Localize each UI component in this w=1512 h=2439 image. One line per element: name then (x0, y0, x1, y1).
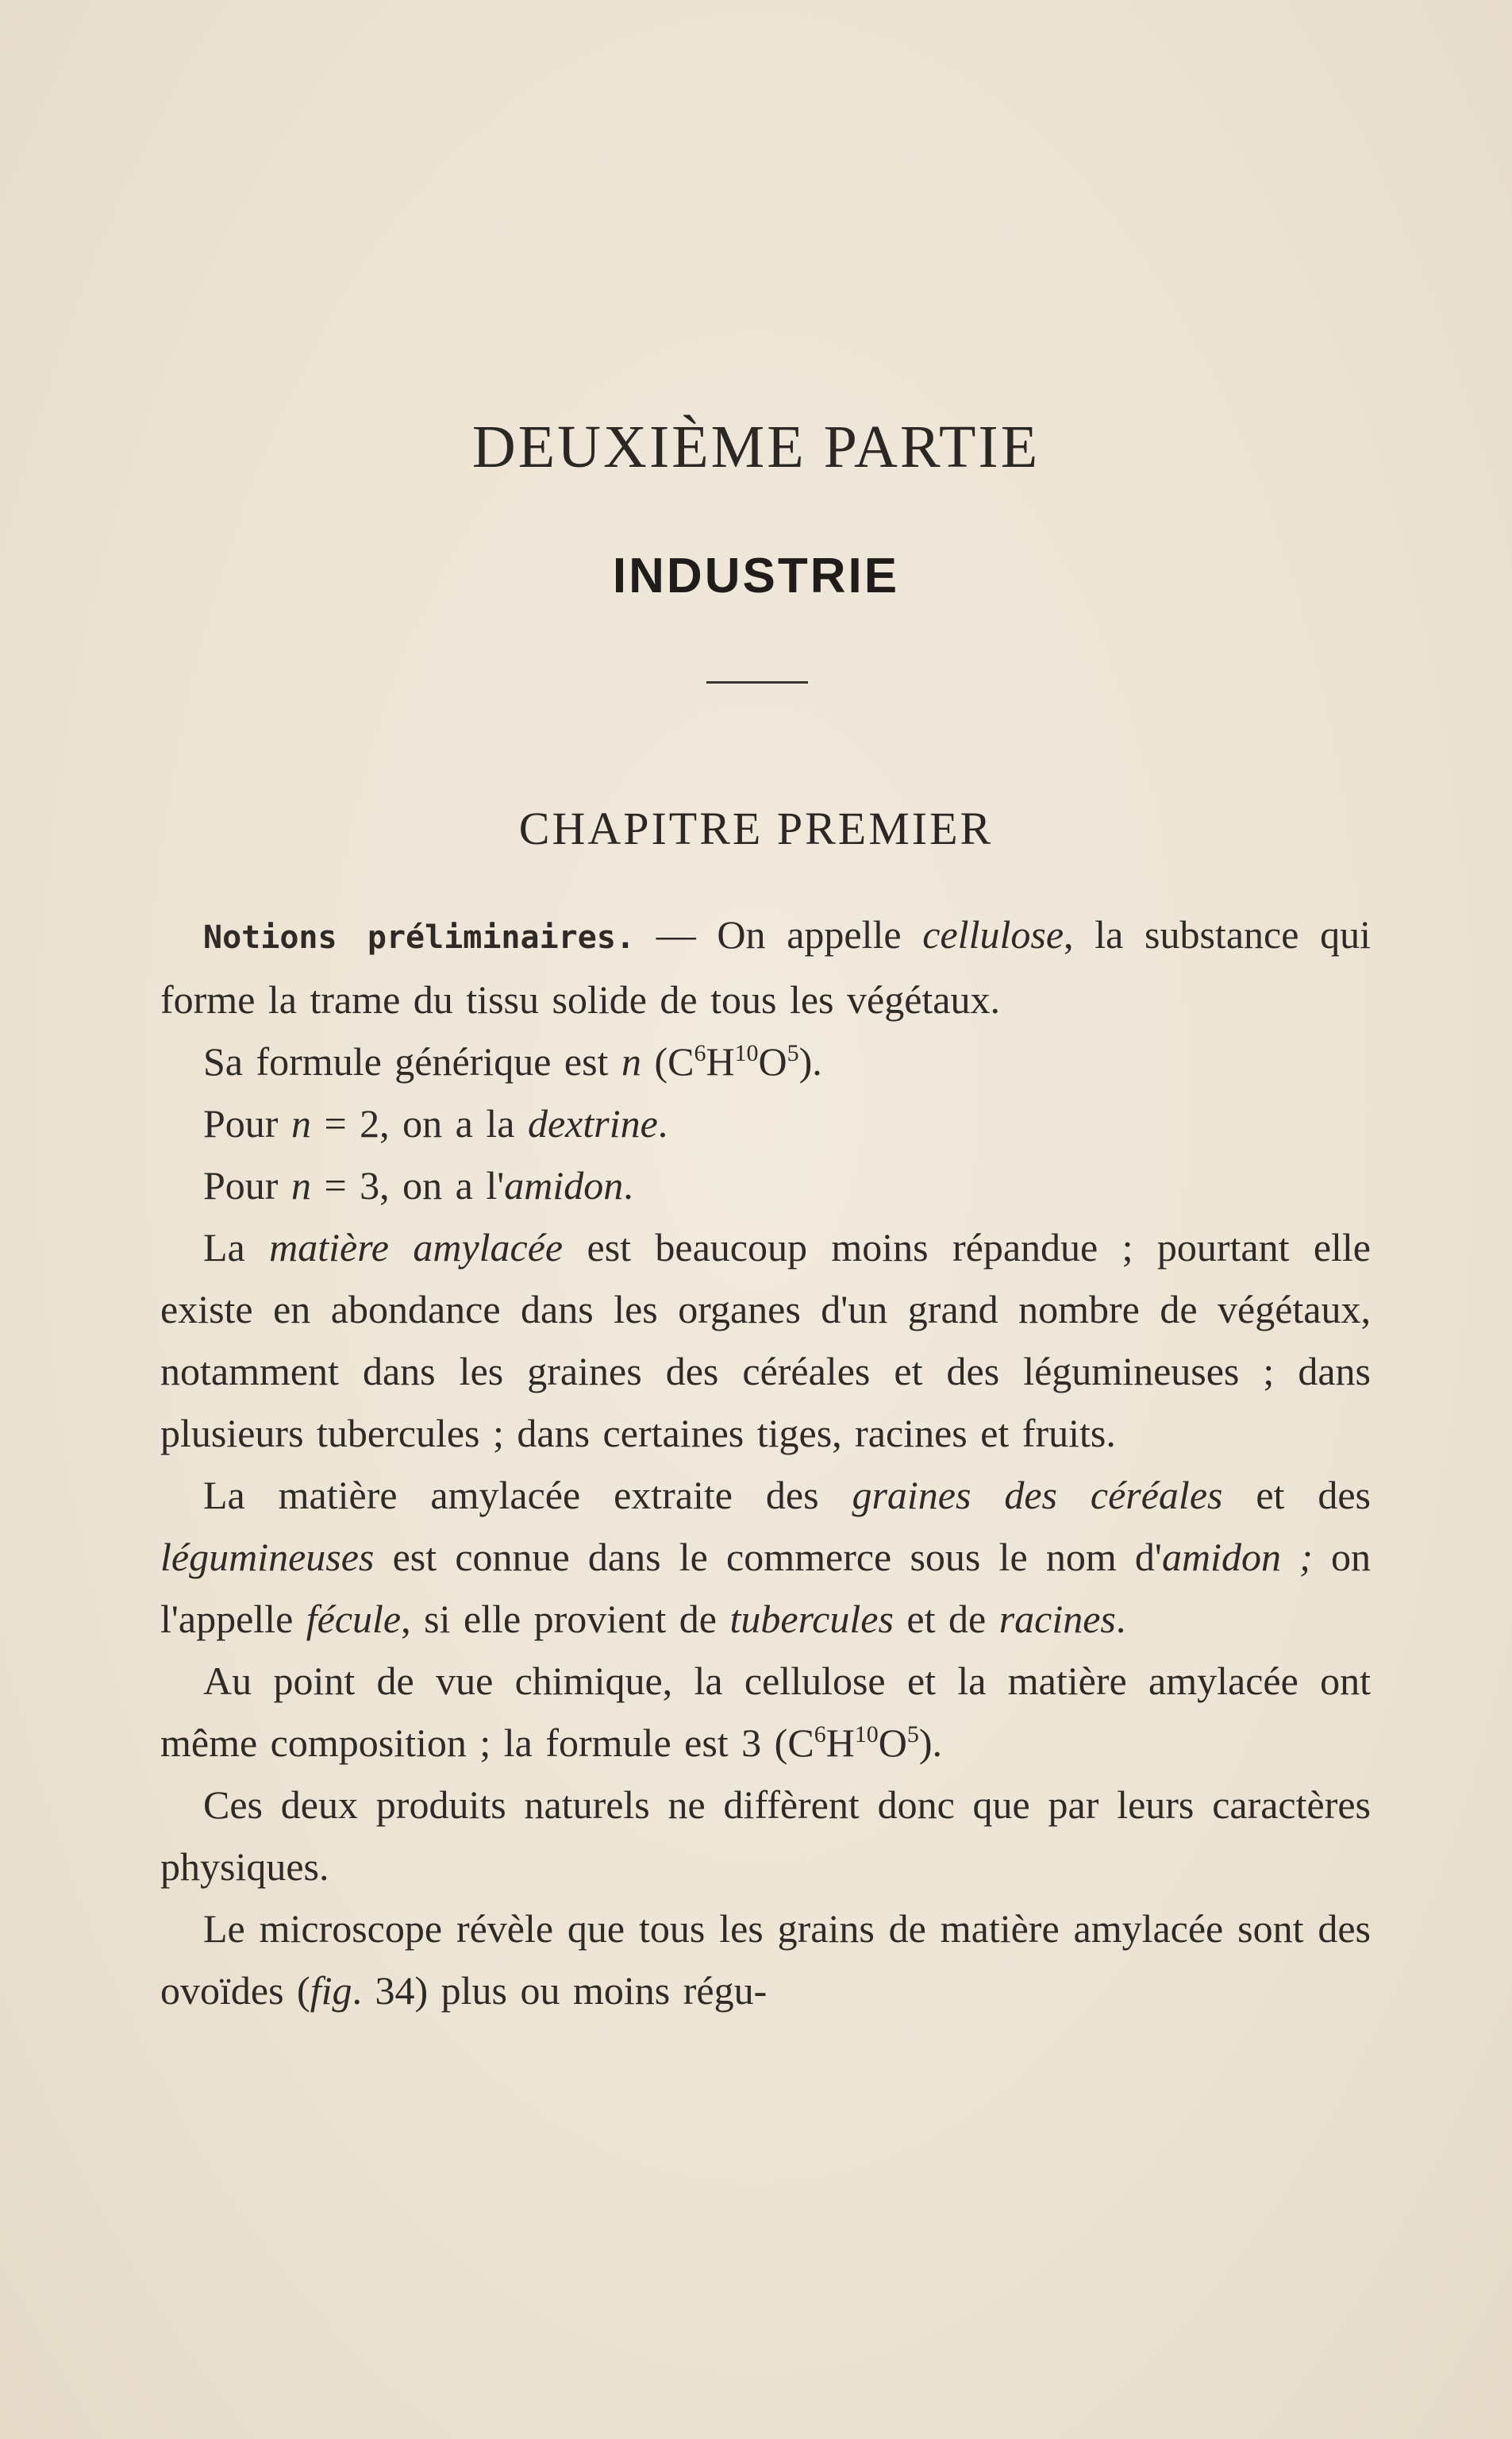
term-amidon: amidon ; (1161, 1535, 1313, 1579)
text-run: Ces deux produits naturels ne diffèrent donc que par leurs caractères physiques. (160, 1782, 1371, 1889)
body-text (160, 904, 1371, 2021)
text-run: Sa formule générique est (203, 1039, 621, 1084)
text-run: . (657, 1101, 668, 1146)
paragraph-formula (160, 1031, 1371, 1092)
divider-rule (706, 681, 808, 684)
text-run: . (623, 1163, 633, 1208)
term-dextrine: dextrine (527, 1101, 658, 1146)
text-run: est beaucoup moins répandue ; pourtant elle existe en abondance dans les organes d'un grand nombre de végétaux, notamment dans les graines des céréales et des légumineuses ; dans plusieurs tubercules ; dans certaines tiges, racines et fruits. (160, 1225, 1372, 1455)
figure-ref: fig (310, 1968, 352, 2013)
term-fecule: fécule (306, 1597, 402, 1641)
subscript: 6 (814, 1721, 826, 1747)
subscript: 5 (787, 1040, 799, 1066)
subscript: 10 (734, 1040, 759, 1066)
text-run: . (1115, 1597, 1126, 1641)
text-run: et de (893, 1597, 999, 1641)
subscript: 5 (906, 1721, 919, 1747)
text-run: — On appelle (635, 912, 923, 957)
text-run: , si elle provient de (401, 1597, 730, 1641)
term-legumineuses: légumineuses (160, 1535, 375, 1579)
paragraph-microscope (160, 1898, 1371, 2021)
term-amidon: amidon (504, 1163, 624, 1208)
paragraph-amidon (160, 1154, 1371, 1216)
paragraph-matiere (160, 1216, 1371, 1464)
var-n: n (290, 1163, 311, 1208)
text-run: ). (918, 1720, 943, 1765)
text-run: H (825, 1720, 855, 1765)
text-run: on l'appelle (160, 1535, 1372, 1641)
text-run: La (203, 1225, 270, 1270)
text-run: O (878, 1720, 907, 1765)
text-run: O (758, 1039, 787, 1084)
text-run: . 34) plus ou moins régu- (352, 1968, 768, 2013)
term-cellulose: cellulose (922, 912, 1064, 957)
chapter-title: CHAPITRE PREMIER (518, 803, 994, 854)
term-matiere-amylacee: matière amylacée (269, 1225, 564, 1270)
part-title: DEUXIÈME PARTIE (471, 414, 1041, 480)
text-run: La matière amylacée extraite des (203, 1473, 852, 1517)
text-run: ). (798, 1039, 822, 1084)
text-run: Le microscope révèle que tous les grains de matière amylacée sont des ovoïdes ( (160, 1906, 1371, 2013)
section-title: INDUSTRIE (612, 549, 900, 603)
paragraph-chimique (160, 1650, 1371, 1774)
paragraph-produits (160, 1774, 1371, 1898)
var-n: n (621, 1039, 641, 1084)
text-run: H (706, 1039, 735, 1084)
text-run: est connue dans le commerce sous le nom d' (374, 1535, 1162, 1579)
paragraph-lead: Notions préliminaires. (203, 919, 636, 956)
text-run: , la substance qui forme la trame du tissu solide de tous les végétaux. (160, 912, 1371, 1022)
paragraph-dextrine (160, 1092, 1371, 1154)
text-run: Pour (203, 1101, 291, 1146)
text-run: (C (641, 1039, 694, 1084)
text-run: Au point de vue chimique, la cellulose et la matière amylacée ont même composition ; la formule est 3 (C (160, 1659, 1371, 1765)
term-tubercules: tubercules (729, 1597, 894, 1641)
text-run: et des (1222, 1473, 1372, 1517)
paragraph-notions (160, 904, 1371, 1031)
text-run: = 3, on a l' (310, 1163, 505, 1208)
term-racines: racines (998, 1597, 1116, 1641)
paragraph-extraction (160, 1464, 1371, 1650)
text-run: = 2, on a la (310, 1101, 528, 1146)
term-graines-cereales: graines des céréales (852, 1473, 1223, 1517)
var-n: n (290, 1101, 311, 1146)
subscript: 6 (694, 1040, 706, 1066)
text-run: Pour (203, 1163, 291, 1208)
subscript: 10 (854, 1721, 879, 1747)
